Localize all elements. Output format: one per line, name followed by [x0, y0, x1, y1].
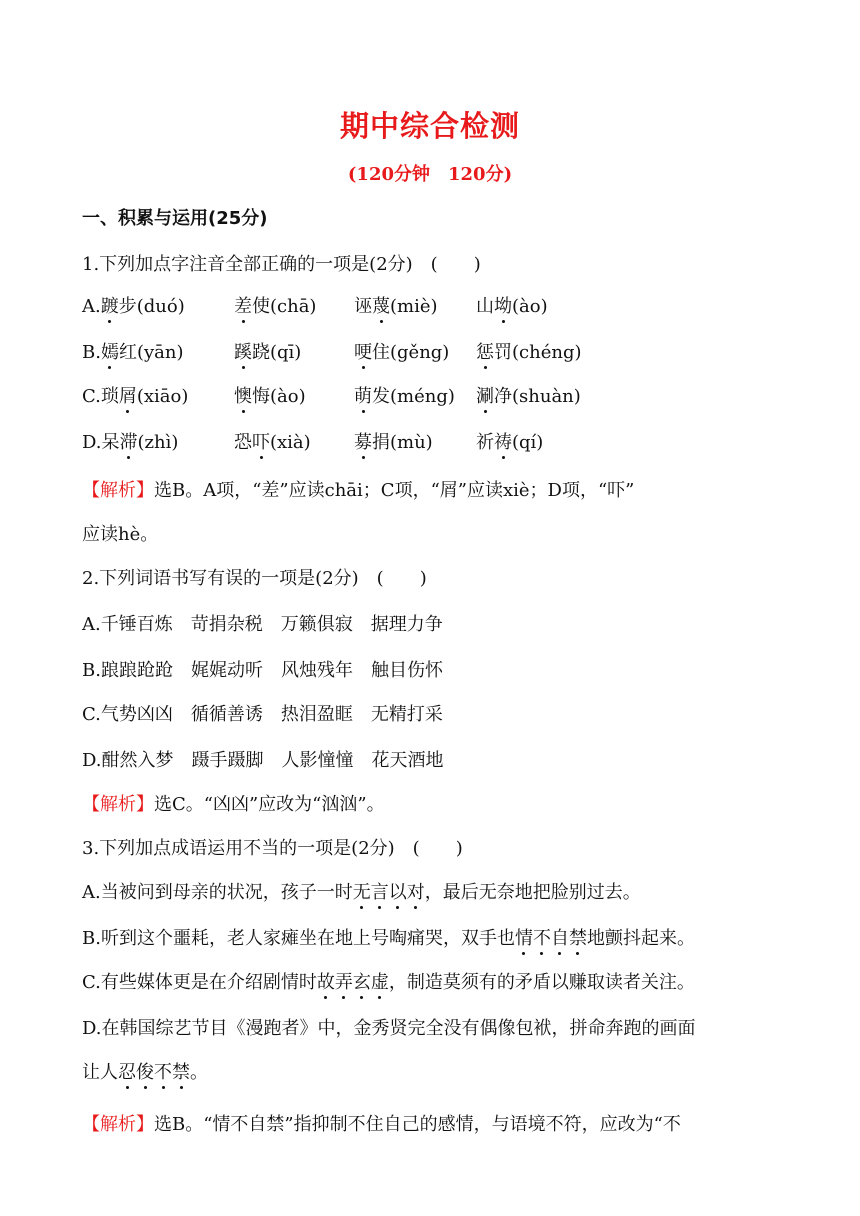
dotted-char: 屑 — [119, 382, 137, 408]
dotted-char: 涮 — [476, 382, 494, 408]
q1-option-a: A.踱步(duó) 差使(chā) 诬蔑(miè) 山坳(ào) — [82, 292, 185, 318]
dotted-char: 言 — [371, 878, 389, 904]
analysis-tag: 【解析】 — [82, 794, 154, 815]
q3-analysis: 【解析】选B。“情不自禁”指抑制不住自己的感情，与语境不符，应改为“不 — [82, 1114, 681, 1135]
dotted-char: 无 — [353, 878, 371, 904]
q3-option-d-cont: 让人忍俊不禁。 — [82, 1058, 208, 1084]
dotted-char: 滞 — [120, 428, 138, 454]
dotted-char: 萌 — [354, 382, 372, 408]
page-subtitle: (120分钟 120分) — [347, 164, 513, 185]
analysis-tag: 【解析】 — [82, 480, 154, 501]
dotted-char: 吓 — [252, 428, 270, 454]
q2-option-b: B.踉踉跄跄 娓娓动听 风烛残年 触目伤怀 — [82, 660, 443, 681]
question-1-stem: 1.下列加点字注音全部正确的一项是(2分) ( ) — [82, 254, 481, 275]
question-2-stem: 2.下列词语书写有误的一项是(2分) ( ) — [82, 568, 427, 589]
dotted-char: 踱 — [101, 292, 119, 318]
q2-analysis: 【解析】选C。“凶凶”应改为“汹汹”。 — [82, 794, 385, 815]
dotted-char: 自 — [551, 924, 569, 950]
dotted-char: 祷 — [494, 428, 512, 454]
dotted-char: 蹊 — [234, 338, 252, 364]
page-title: 期中综合检测 — [339, 109, 520, 143]
dotted-char: 不 — [533, 924, 551, 950]
dotted-char: 哽 — [354, 338, 372, 364]
q1-option-b: B.嫣红(yān) 蹊跷(qī) 哽住(gěng) 惩罚(chéng) — [82, 338, 184, 364]
dotted-char: 忍 — [118, 1058, 136, 1084]
dotted-char: 禁 — [569, 924, 587, 950]
dotted-char: 情 — [515, 924, 533, 950]
dotted-char: 差 — [234, 292, 252, 318]
q3-option-d: D.在韩国综艺节目《漫跑者》中，金秀贤完全没有偶像包袱，拼命奔跑的画面 — [82, 1018, 696, 1039]
q3-option-c: C.有些媒体更是在介绍剧情时故弄玄虚，制造莫须有的矛盾以赚取读者关注。 — [82, 968, 695, 994]
dotted-char: 禁 — [172, 1058, 190, 1084]
dotted-char: 懊 — [234, 382, 252, 408]
dotted-char: 嫣 — [101, 338, 119, 364]
dotted-char: 弄 — [335, 968, 353, 994]
dotted-char: 惩 — [476, 338, 494, 364]
q1-option-d: D.呆滞(zhì) 恐吓(xià) 募捐(mù) 祈祷(qí) — [82, 428, 178, 454]
analysis-tag: 【解析】 — [82, 1114, 154, 1135]
dotted-char: 故 — [317, 968, 335, 994]
dotted-char: 虚 — [371, 968, 389, 994]
q1-option-c: C.琐屑(xiāo) 懊悔(ào) 萌发(méng) 涮净(shuàn) — [82, 382, 188, 408]
q2-option-c: C.气势凶凶 循循善诱 热泪盈眶 无精打采 — [82, 704, 443, 725]
q1-analysis-cont: 应读hè。 — [82, 524, 159, 545]
q2-option-d: D.酣然入梦 蹑手蹑脚 人影憧憧 花天酒地 — [82, 750, 444, 771]
q3-option-a: A.当被问到母亲的状况，孩子一时无言以对，最后无奈地把脸别过去。 — [82, 878, 641, 904]
dotted-char: 不 — [154, 1058, 172, 1084]
dotted-char: 玄 — [353, 968, 371, 994]
q1-analysis: 【解析】选B。A项，“差”应读chāi；C项，“屑”应读xiè；D项，“吓” — [82, 480, 635, 501]
dotted-char: 募 — [354, 428, 372, 454]
dotted-char: 坳 — [494, 292, 512, 318]
question-3-stem: 3.下列加点成语运用不当的一项是(2分) ( ) — [82, 838, 463, 859]
dotted-char: 蔑 — [372, 292, 390, 318]
dotted-char: 俊 — [136, 1058, 154, 1084]
q2-option-a: A.千锤百炼 苛捐杂税 万籁俱寂 据理力争 — [82, 614, 443, 635]
dotted-char: 以 — [389, 878, 407, 904]
q3-option-b: B.听到这个噩耗，老人家瘫坐在地上号啕痛哭，双手也情不自禁地颤抖起来。 — [82, 924, 695, 950]
section-heading: 一、积累与运用(25分) — [82, 208, 268, 229]
dotted-char: 对 — [407, 878, 425, 904]
